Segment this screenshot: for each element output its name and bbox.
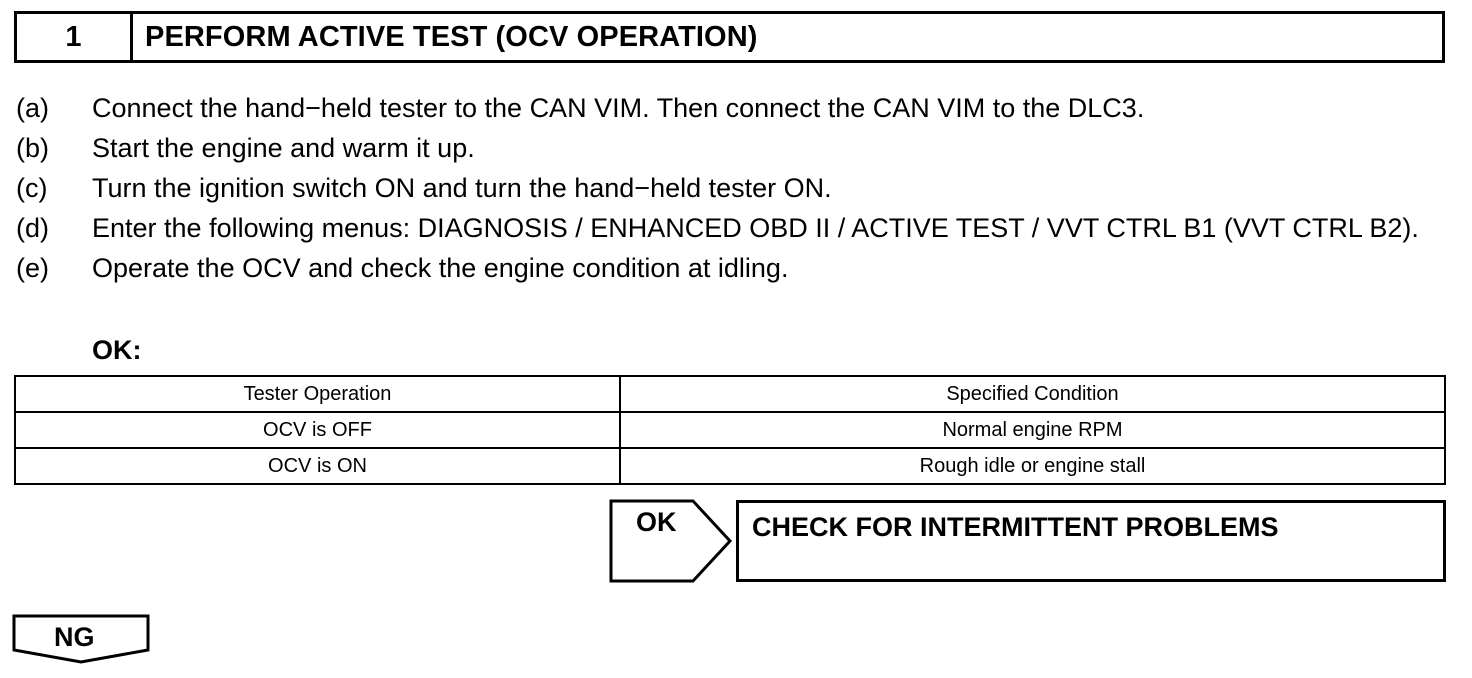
step-title: PERFORM ACTIVE TEST (OCV OPERATION) [145, 20, 758, 53]
spec-table [14, 375, 1446, 485]
table-cell: OCV is OFF [15, 412, 620, 448]
step-item-b [16, 128, 1456, 168]
step-number: 1 [17, 14, 133, 60]
ok-result-box [736, 500, 1446, 582]
table-cell: Rough idle or engine stall [620, 448, 1445, 484]
ok-branch-label: OK [636, 507, 677, 537]
step-text: Enter the following menus: DIAGNOSIS / ENHANCED OBD II / ACTIVE TEST / VVT CTRL B1 (VVT CTRL B2). [92, 213, 1419, 243]
step-letter: (c) [16, 173, 48, 203]
column-header: Specified Condition [620, 376, 1445, 412]
step-item-d [16, 208, 1456, 248]
step-text: Connect the hand−held tester to the CAN VIM. Then connect the CAN VIM to the DLC3. [92, 93, 1145, 123]
table-header-row [15, 376, 1445, 412]
column-header: Tester Operation [15, 376, 620, 412]
ok-result-text: CHECK FOR INTERMITTENT PROBLEMS [752, 512, 1279, 542]
table-row [15, 412, 1445, 448]
step-item-a [16, 88, 1456, 128]
procedure-steps [16, 88, 1456, 288]
step-item-e [16, 248, 1456, 288]
table-cell: Normal engine RPM [620, 412, 1445, 448]
step-text: Start the engine and warm it up. [92, 133, 475, 163]
step-letter: (d) [16, 213, 49, 243]
step-item-c [16, 168, 1456, 208]
table-cell: OCV is ON [15, 448, 620, 484]
table-row [15, 448, 1445, 484]
ok-criteria-label: OK: [92, 335, 142, 365]
step-header [14, 11, 1445, 63]
step-letter: (e) [16, 253, 49, 283]
step-text: Operate the OCV and check the engine condition at idling. [92, 253, 789, 283]
ng-branch-label: NG [54, 622, 95, 652]
step-text: Turn the ignition switch ON and turn the hand−held tester ON. [92, 173, 832, 203]
step-letter: (a) [16, 93, 49, 123]
step-letter: (b) [16, 133, 49, 163]
